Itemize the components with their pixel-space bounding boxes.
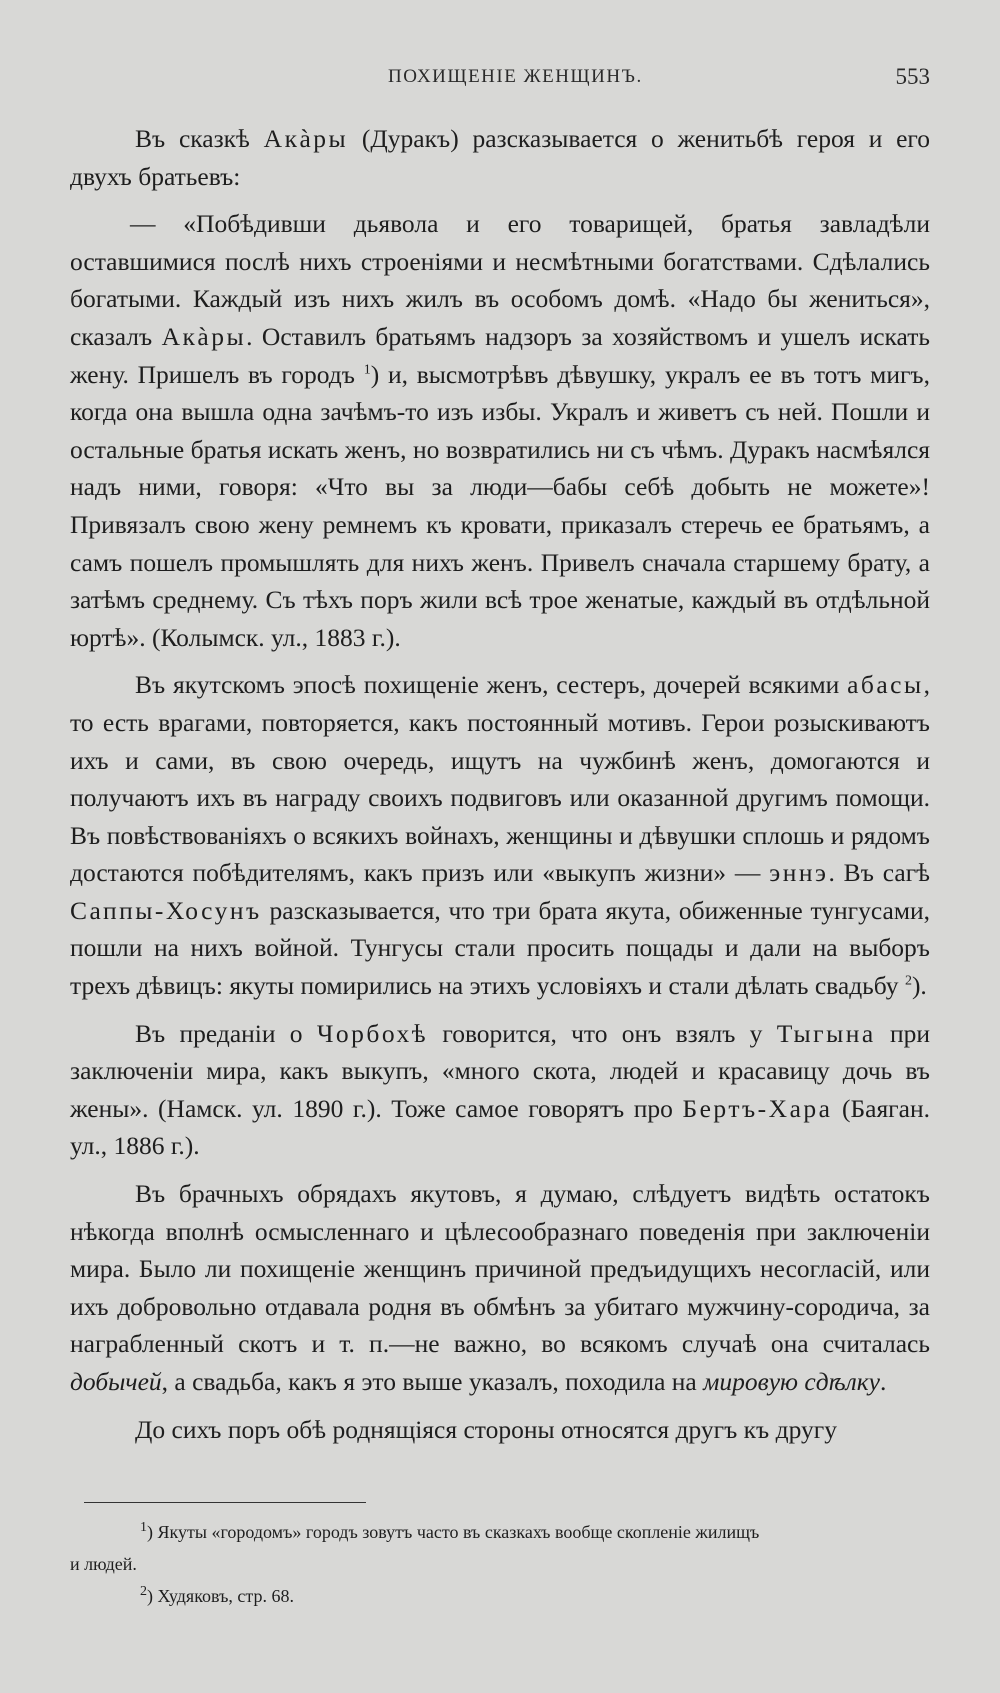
footnote-text: ) Худяковъ, стр. 68. bbox=[147, 1586, 294, 1606]
text-run: при заключеніи мира, какъ выкупъ, «много скота, людей и красавицу дочь въ жены». (Намск. ул. 1890 г.). Тоже самое говорятъ про bbox=[70, 1018, 931, 1123]
name-chorbokh: Чорбохѣ bbox=[316, 1018, 429, 1048]
paragraph-1 bbox=[70, 120, 930, 195]
text-run: , то есть врагами, повторяется, какъ постоянный мотивъ. Герои розыскиваютъ ихъ и сами, въ свою очередь, ищутъ на чужбинѣ женъ, домогаются и получаютъ ихъ въ награду своихъ подвиговъ или оказанной другимъ помощи. Въ повѣствованіяхъ о всякихъ войнахъ, женщины и дѣвушки сплошь и рядомъ достаются побѣдителямъ, какъ призъ или «выкупъ жизни» — bbox=[70, 670, 930, 888]
text-run: Въ брачныхъ обрядахъ якутовъ, я думаю, слѣдуетъ видѣть остатокъ нѣкогда вполнѣ осмысленнаго и цѣлесообразнаго поведенія при заключеніи мира. Было ли похищеніе женщинъ причиной предъидущихъ несогласій, или ихъ добровольно отдавала родня въ обмѣнъ за убитаго мужчину-сородича, за награбленный скотъ и т. п.—не важно, во всякомъ случаѣ она считалась bbox=[70, 1179, 930, 1359]
running-title: ПОХИЩЕНІЕ ЖЕНЩИНЪ. bbox=[388, 66, 643, 87]
text-run: ). bbox=[911, 971, 927, 1001]
text-run: . Оставилъ братьямъ надзоръ за хозяйствомъ и ушелъ искать жену. Пришелъ въ городъ bbox=[70, 321, 930, 389]
name-tygyn: Тыгына bbox=[776, 1018, 876, 1048]
running-head bbox=[0, 66, 1000, 98]
footnote-mark-1: 1 bbox=[140, 1520, 147, 1535]
text-run: Въ преданіи о bbox=[135, 1018, 317, 1048]
term-abasy: абасы bbox=[847, 670, 924, 700]
footnote-rule bbox=[84, 1502, 366, 1503]
text-run: Въ сказкѣ bbox=[135, 124, 264, 153]
footnotes bbox=[70, 1516, 930, 1612]
text-run: . Въ сагѣ bbox=[828, 858, 930, 888]
name-bert-khara: Бертъ-Хара bbox=[682, 1093, 833, 1123]
text-run: (Баяган. ул., 1886 г.). bbox=[70, 1093, 930, 1161]
paragraph-5 bbox=[70, 1175, 930, 1401]
paragraph-3 bbox=[70, 666, 930, 1004]
term-enne: эннэ bbox=[769, 858, 829, 888]
text-run: . bbox=[879, 1367, 887, 1396]
body-text bbox=[70, 120, 930, 1458]
footnote-ref-1: 1 bbox=[363, 362, 371, 378]
text-run: Въ якутскомъ эпосѣ похищеніе женъ, сестеръ, дочерей всякими bbox=[135, 670, 848, 700]
name-sappy-khosun: Саппы-Хосунъ bbox=[70, 895, 262, 925]
footnote-ref-2: 2 bbox=[904, 973, 912, 989]
footnote-1-continuation: и людей. bbox=[70, 1554, 137, 1574]
text-run: До сихъ поръ обѣ роднящіяся стороны относятся другъ къ другу bbox=[135, 1414, 837, 1444]
footnote-text: ) Якуты «городомъ» городъ зовутъ часто въ сказкахъ вообще скопленіе жилищъ bbox=[147, 1522, 760, 1542]
text-run: (Дуракъ) разсказывается о женитьбѣ героя и его двухъ братьевъ: bbox=[70, 124, 930, 191]
emphasis-mirovuyu-sdelku: мировую сдѣлку bbox=[703, 1367, 880, 1396]
text-run: , а свадьба, какъ я это выше указалъ, походила на bbox=[161, 1367, 704, 1396]
footnote-mark-2: 2 bbox=[140, 1584, 147, 1599]
name-akary: Акàры bbox=[263, 124, 349, 153]
text-run: — «Побѣдивши дьявола и его товарищей, братья завладѣли оставшимися послѣ нихъ строеніями и несмѣтными богатствами. Сдѣлались богатыми. Каждый изъ нихъ жилъ въ особомъ домѣ. «Надо бы жениться», сказалъ bbox=[70, 209, 930, 351]
footnote-1 bbox=[70, 1516, 930, 1548]
text-run: ) и, высмотрѣвъ дѣвушку, укралъ ее въ тотъ мигъ, когда она вышла одна зачѣмъ-то изъ избы. Укралъ и живетъ съ ней. Пошли и остальные братья искать женъ, но возвратились ни съ чѣмъ. Дуракъ насмѣялся надъ ними, говоря: «Что вы за люди—бабы себѣ добыть не можете»! Привязалъ свою жену ремнемъ къ кровати, приказалъ стеречь ее братьямъ, а самъ пошелъ промышлять для нихъ женъ. Привелъ сначала старшему брату, а затѣмъ среднему. Съ тѣхъ поръ жили всѣ трое женатые, каждый въ отдѣльной юртѣ». (Колымск. ул., 1883 г.). bbox=[70, 359, 930, 652]
paragraph-2 bbox=[70, 205, 930, 656]
footnote-2 bbox=[70, 1580, 930, 1612]
text-run: говорится, что онъ взялъ у bbox=[428, 1018, 777, 1048]
text-run: разсказывается, что три брата якута, обиженные тунгусами, пошли на нихъ войной. Тунгусы стали просить пощады и дали на выборъ трехъ дѣвицъ: якуты помирились на этихъ условіяхъ и стали дѣлать свадьбу bbox=[70, 895, 930, 1001]
name-akary: Акàры bbox=[161, 321, 247, 351]
paragraph-4 bbox=[70, 1015, 930, 1165]
paragraph-6 bbox=[70, 1411, 930, 1449]
emphasis-dobychey: добычей bbox=[70, 1367, 162, 1396]
page-number: 553 bbox=[895, 64, 930, 89]
